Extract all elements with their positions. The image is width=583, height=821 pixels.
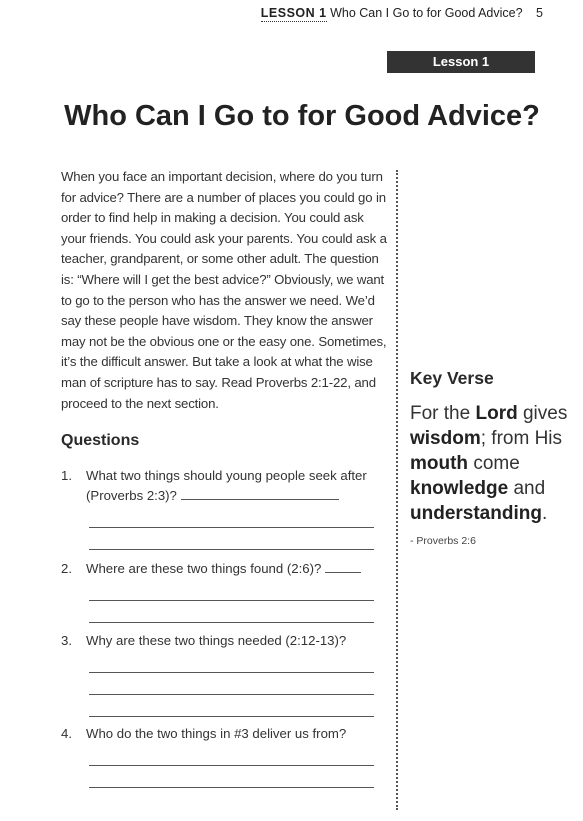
key-verse-text (410, 401, 575, 526)
answer-line[interactable] (89, 766, 374, 788)
question-text: Where are these two things found (2:6)? (86, 561, 322, 576)
intro-paragraph: When you face an important decision, where do you turn for advice? There are a number of places you could go in order to find help in making a decision. You could ask your friends. You could ask your parents. You could ask a teacher, grandparent, or some other adult. The question is: “Where will I get the best advice?” Obviously, we want to go to the person who has the answer we need. We’d say these people have wisdom. They know the answer may not be the obvious one or the easy one. Sometimes, it’s the difficult answer. But take a look at what the wise man of scripture has to say. Read Proverbs 2:1-22, and proceed to the next section. (61, 169, 387, 411)
questions-list (61, 0, 391, 821)
column-divider (396, 170, 398, 810)
key-verse-part: and (508, 478, 546, 499)
key-verse-sidebar (410, 368, 575, 547)
key-verse-part: come (468, 453, 520, 474)
key-verse-emphasis: understanding (410, 503, 542, 524)
page-number: 5 (536, 6, 543, 20)
answer-line[interactable] (89, 651, 374, 673)
key-verse-part: ; from His (480, 428, 563, 449)
key-verse-reference: - Proverbs 2:6 (410, 535, 476, 547)
question-number: 3. (61, 633, 72, 648)
answer-line[interactable] (89, 528, 374, 550)
key-verse-emphasis: mouth (410, 453, 469, 474)
page-title: Who Can I Go to for Good Advice? (64, 100, 540, 132)
key-verse-emphasis: wisdom (410, 428, 481, 449)
answer-line[interactable] (89, 695, 374, 717)
question-number: 2. (61, 561, 72, 576)
running-head-title: Who Can I Go to for Good Advice? (330, 6, 523, 20)
answer-line[interactable] (89, 744, 374, 766)
question-1 (61, 466, 381, 550)
answer-line[interactable] (89, 601, 374, 623)
key-verse-emphasis: knowledge (410, 478, 509, 499)
key-verse-part: For the (410, 403, 476, 424)
answer-line[interactable] (89, 673, 374, 695)
answer-blank[interactable] (325, 559, 361, 573)
question-text: What two things should young people seek after (Proverbs 2:3)? (86, 468, 367, 503)
question-number: 4. (61, 726, 72, 741)
key-verse-part: . (541, 503, 548, 524)
question-text: Why are these two things needed (2:12-13)? (86, 633, 347, 648)
lesson-label-bar: Lesson 1 (387, 51, 535, 73)
key-verse-part: gives (517, 403, 568, 424)
key-verse-heading: Key Verse (410, 368, 494, 388)
answer-blank[interactable] (181, 486, 339, 500)
question-3 (61, 631, 381, 717)
running-head-lesson[interactable]: LESSON 1 (260, 6, 327, 20)
question-number: 1. (61, 468, 72, 483)
questions-heading: Questions (61, 432, 140, 450)
question-4 (61, 724, 381, 788)
question-text: Who do the two things in #3 deliver us from? (86, 726, 347, 741)
key-verse-emphasis: Lord (475, 403, 518, 424)
question-2 (61, 559, 381, 623)
answer-line[interactable] (89, 506, 374, 528)
answer-line[interactable] (89, 579, 374, 601)
